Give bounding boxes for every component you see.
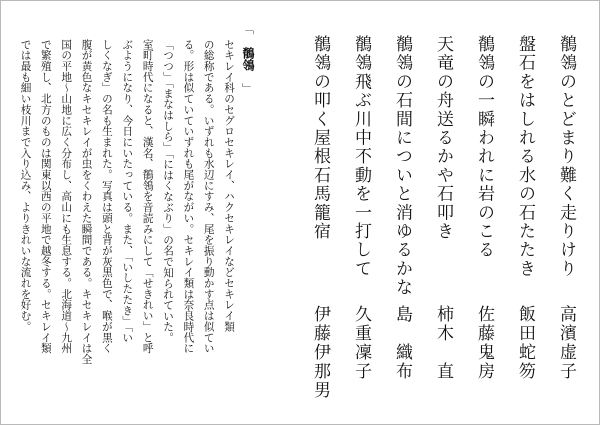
haiku-verse: 鶺鴒の一瞬われに岩のこる	[474, 35, 494, 260]
commentary-line: セキレイ科のセグロセキレイ、ハクセキレイなどセキレイ類	[223, 39, 236, 332]
title-open-bracket: 「	[240, 23, 255, 35]
haiku-poem	[551, 35, 581, 405]
commentary-line: 国の平地〜山地に広く分布し、高山にも生息する。北海道〜九州	[60, 39, 73, 354]
commentary-line: ぶようになり、今日にいたっている。また、「いしたたき」「い	[121, 39, 134, 344]
title-word: 鶺鴒	[240, 46, 255, 71]
haiku-author: 久重凜子	[351, 305, 371, 381]
haiku-verse: 盤石をはしれる水の石たたき	[515, 35, 535, 279]
commentary-line: しくなぎ」の名も生まれた。写真は頭と背が灰黒色で、喉が黒く	[100, 39, 113, 354]
commentary	[17, 21, 255, 409]
haiku-verse: 鶺鴒の石間についと消ゆるかな	[392, 35, 412, 297]
haiku-verse: 鶺鴒飛ぶ川中不動を一打して	[351, 35, 371, 279]
haiku-poem	[510, 35, 540, 405]
haiku-poem	[346, 35, 376, 405]
haiku-poem	[428, 35, 458, 405]
commentary-line: で繁殖し、北方のものは関東以西の平地で越冬する。セキレイ類	[39, 39, 52, 354]
commentary-line: 「つつ」「まなはしら」「にはくなぶり」の名で知られていた。	[162, 39, 175, 344]
commentary-line: では最も細い枝川まで入り込み、よりきれいな流れを好む。	[19, 39, 32, 332]
haiku-list	[305, 35, 581, 405]
haiku-verse: 鶺鴒のとどまり難く走りけり	[556, 35, 576, 279]
haiku-author: 高濱虚子	[556, 305, 576, 381]
commentary-line: 室町時代になると、漢名、鶺鴒を音読みにして「せきれい」と呼	[141, 39, 154, 354]
haiku-verse: 天竜の舟送るかや石叩き	[433, 35, 453, 241]
haiku-poem	[469, 35, 499, 405]
title-close-bracket: 」	[240, 82, 255, 94]
commentary-line: 腹が黄色なキセキレイが虫をくわえた瞬間である。キセキレイは全	[80, 39, 93, 365]
commentary-line: の総称である。いずれも水辺にすみ、尾を振り動かす点は似てい	[202, 39, 215, 354]
haiku-author: 飯田蛇笏	[515, 305, 535, 381]
commentary-line: る。形は似ていていずれも尾がながい。セキレイ類は奈良時代に	[182, 39, 195, 354]
haiku-verse: 鶺鴒の叩く屋根石馬籠宿	[310, 35, 330, 241]
haiku-poem	[305, 35, 335, 405]
commentary-title	[241, 23, 255, 409]
haiku-author: 伊藤伊那男	[310, 305, 330, 400]
haiku-author: 柿木 直	[433, 305, 453, 381]
haiku-author: 佐藤鬼房	[474, 305, 494, 381]
haiku-poem	[387, 35, 417, 405]
haiku-author: 島 織布	[392, 305, 412, 381]
